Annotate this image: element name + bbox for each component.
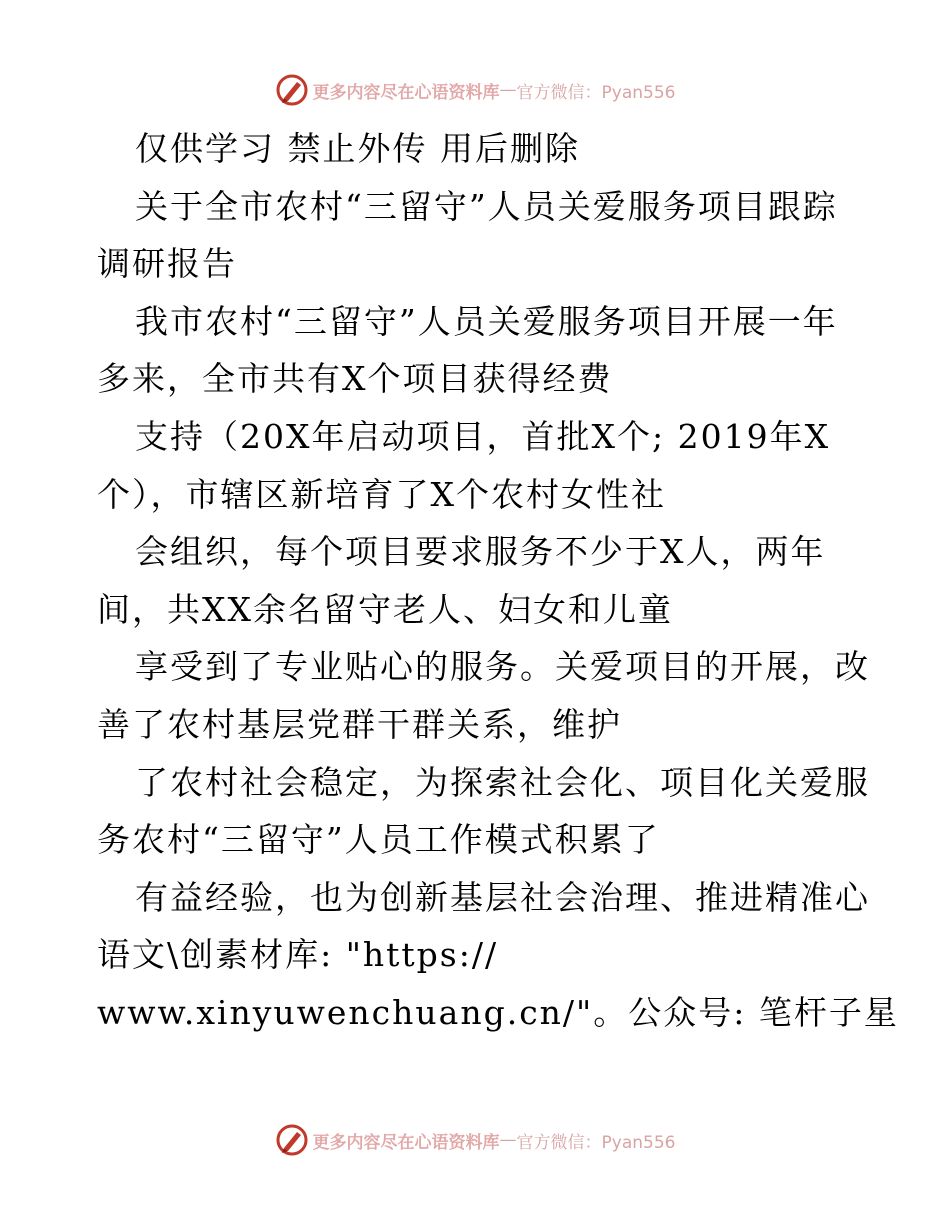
- source-line: www.xinyuwenchuang.cn/"。公众号: 笔杆子星: [97, 992, 899, 1032]
- banner-wechat-id: 官方微信：Pyan556: [516, 82, 676, 103]
- banner-wechat-id: 官方微信：Pyan556: [516, 1132, 676, 1153]
- paragraph-line: 个），市辖区新培育了X个农村女性社: [97, 474, 666, 514]
- banner-dash: —: [499, 1130, 517, 1150]
- source-line: 语文\创素材库: "https://: [97, 935, 499, 975]
- title-line: 调研报告: [97, 244, 237, 284]
- paragraph-line: 多来，全市共有X个项目获得经费: [97, 359, 613, 399]
- paragraph-line: 务农村“三留守”人员工作模式积累了: [97, 820, 660, 860]
- paragraph-line: 支持（20X年启动项目，首批X个; 2019年X: [135, 416, 831, 456]
- pen-logo-icon: [275, 73, 309, 107]
- paragraph-line: 间，共XX余名留守老人、妇女和儿童: [97, 589, 673, 629]
- paragraph-line: 了农村社会稳定，为探索社会化、项目化关爱服: [135, 762, 870, 802]
- footer-banner: [0, 1122, 950, 1158]
- title-line: 关于全市农村“三留守”人员关爱服务项目跟踪: [135, 186, 838, 226]
- paragraph-line: 我市农村“三留守”人员关爱服务项目开展一年: [135, 301, 838, 341]
- banner-site-name: 更多内容尽在心语资料库: [312, 82, 500, 103]
- header-banner: [0, 72, 950, 108]
- paragraph-line: 有益经验，也为创新基层社会治理、推进精准心: [135, 877, 870, 917]
- notice-line: 仅供学习 禁止外传 用后删除: [135, 129, 580, 168]
- paragraph-line: 会组织，每个项目要求服务不少于X人，两年: [135, 532, 826, 572]
- document-body: [97, 120, 899, 1042]
- banner-dash: —: [499, 80, 517, 100]
- banner-site-name: 更多内容尽在心语资料库: [312, 1132, 500, 1153]
- paragraph-line: 善了农村基层党群干群关系，维护: [97, 704, 622, 744]
- paragraph-line: 享受到了专业贴心的服务。关爱项目的开展，改: [135, 647, 870, 687]
- pen-logo-icon: [275, 1123, 309, 1157]
